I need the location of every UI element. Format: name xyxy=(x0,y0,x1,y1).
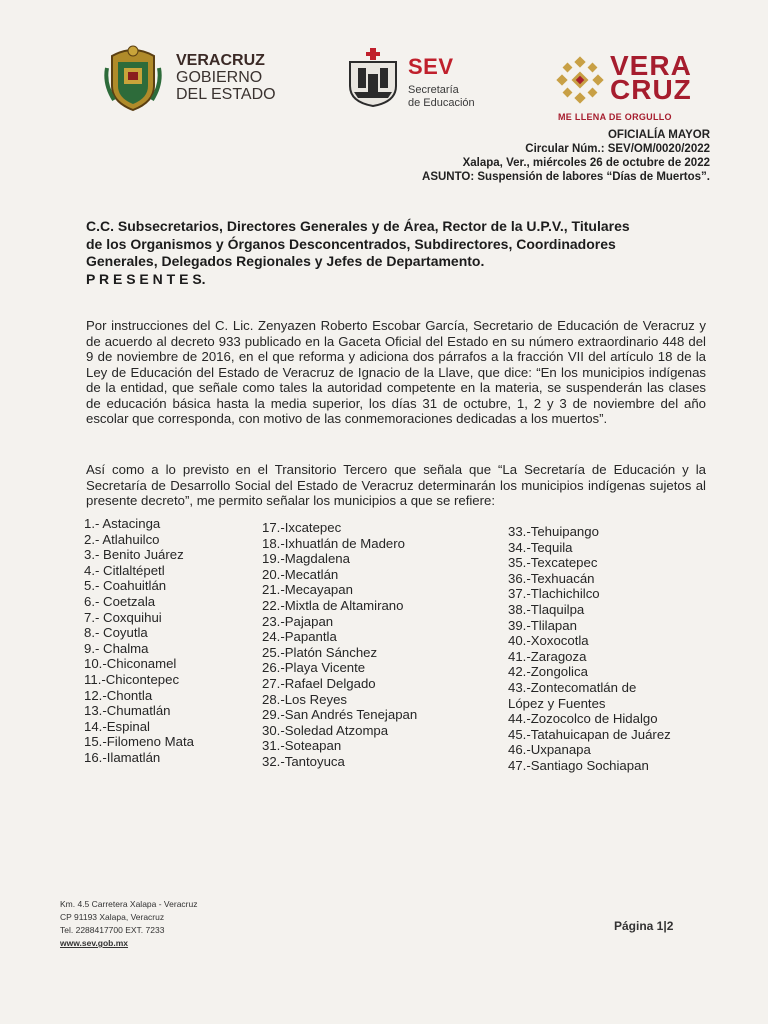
municipio-item: 12.-Chontla xyxy=(84,687,153,703)
municipio-item: 29.-San Andrés Tenejapan xyxy=(262,707,418,723)
municipio-item: 5.- Coahuitlán xyxy=(84,578,167,594)
municipio-item: 33.-Tehuipango xyxy=(508,524,599,539)
municipio-item: 14.-Espinal xyxy=(84,718,150,734)
vera-line-1: VERA xyxy=(610,50,692,81)
addressees: C.C. Subsecretarios, Directores Generales y de Área, Rector de la U.P.V., Titulares de los Organismos y Órganos Desconcentrados, Subdirectores, Coordinadores Generales, Delegados Regionales y Jefes de Departamento. xyxy=(86,218,630,269)
paragraph-2: Así como a lo previsto en el Transitorio Tercero que señala que “La Secretaría de Educación y la Secretaría de Desarrollo Social del Estado de Veracruz determinarán los municipios indígenas sujetos al presente decreto”, me permito señalar los municipios a que se refiere: xyxy=(86,462,706,508)
municipio-item: 19.-Magdalena xyxy=(262,551,350,567)
page-number: Página 1|2 xyxy=(614,919,674,933)
veracruz-brand-logo xyxy=(556,52,716,124)
municipio-item: 31.-Soteapan xyxy=(262,738,342,754)
presentes: P R E S E N T E S. xyxy=(86,270,206,287)
municipio-item: 38.-Tlaquilpa xyxy=(508,601,585,617)
municipio-item: 35.-Texcatepec xyxy=(508,555,598,571)
municipio-item: 10.-Chiconamel xyxy=(84,656,177,672)
municipio-item: 44.-Zozocolco de Hidalgo xyxy=(508,711,658,727)
municipio-item: 7.- Coxquihui xyxy=(84,609,162,625)
municipio-item: 18.-Ixhuatlán de Madero xyxy=(262,535,405,551)
place-date: Xalapa, Ver., miércoles 26 de octubre de 2022 xyxy=(462,157,710,169)
municipio-item: 30.-Soledad Atzompa xyxy=(262,722,389,738)
municipio-item: 4.- Citlaltépetl xyxy=(84,562,165,578)
municipio-item: 8.- Coyutla xyxy=(84,625,148,641)
footer-phone: Tel. 2288417700 EXT. 7233 xyxy=(60,925,165,935)
sev-sub-line-2: de Educación xyxy=(408,97,475,109)
vera-tagline: ME LLENA DE ORGULLO xyxy=(558,112,672,122)
vera-line-2: CRUZ xyxy=(610,74,692,105)
footer-address-line-1: Km. 4.5 Carretera Xalapa - Veracruz xyxy=(60,899,198,909)
municipios-column-2 xyxy=(262,520,417,770)
municipio-item: 43.-Zontecomatlán de xyxy=(508,679,637,695)
municipio-item: 42.-Zongolica xyxy=(508,664,588,680)
flower-pattern-icon xyxy=(556,56,604,104)
municipio-item: 22.-Mixtla de Altamirano xyxy=(262,597,404,613)
municipio-item: López y Fuentes xyxy=(508,695,606,711)
subject: ASUNTO: Suspensión de labores “Días de Muertos”. xyxy=(422,171,710,183)
municipio-item: 37.-Tlachichilco xyxy=(508,586,600,602)
municipio-item: 23.-Pajapan xyxy=(262,613,334,629)
municipio-item: 13.-Chumatlán xyxy=(84,703,171,719)
sev-sub-line-1: Secretaría xyxy=(408,84,459,96)
municipio-item: 25.-Platón Sánchez xyxy=(262,644,378,660)
municipios-column-1 xyxy=(84,516,194,766)
castle-icon xyxy=(344,46,402,108)
municipio-item: 17.-Ixcatepec xyxy=(262,520,342,535)
municipio-item: 28.-Los Reyes xyxy=(262,691,348,707)
paragraph-1: Por instrucciones del C. Lic. Zenyazen Roberto Escobar García, Secretario de Educación de Veracruz y de acuerdo al decreto 933 publicado en la Gaceta Oficial del Estado en su número extraordinario 448 del 9 de noviembre de 2016, en el que reforma y adiciona dos párrafos a la fracción VII del artículo 18 de la Ley de Educación del Estado de Veracruz de Ignacio de la Llave, que dice: “En los municipios indígenas de la entidad, que señale como tales la autoridad competente en la materia, se suspenderán las clases de educación básica hasta la media superior, los días 31 de octubre, 1, 2 y 3 de noviembre del año escolar que corresponda, con motivo de las conmemoraciones dedicadas a los muertos”. xyxy=(86,318,706,426)
municipio-item: 41.-Zaragoza xyxy=(508,648,587,664)
footer-website-link[interactable]: www.sev.gob.mx xyxy=(60,938,129,948)
municipios-column-3 xyxy=(508,524,671,774)
municipio-item: 36.-Texhuacán xyxy=(508,570,595,586)
municipio-item: 46.-Uxpanapa xyxy=(508,742,591,758)
gobierno-line-2: GOBIERNO xyxy=(176,69,263,86)
municipio-item: 24.-Papantla xyxy=(262,629,337,645)
municipio-item: 1.- Astacinga xyxy=(84,516,161,531)
municipio-item: 20.-Mecatlán xyxy=(262,566,339,582)
document-header-info xyxy=(422,128,710,184)
municipio-item: 6.- Coetzala xyxy=(84,593,156,609)
municipio-item: 27.-Rafael Delgado xyxy=(262,675,376,691)
gobierno-veracruz-logo xyxy=(104,42,304,112)
municipio-item: 16.-Ilamatlán xyxy=(84,749,161,765)
footer-address xyxy=(60,898,197,950)
municipio-item: 3.- Benito Juárez xyxy=(84,547,184,563)
gobierno-line-1: VERACRUZ xyxy=(176,52,265,69)
municipio-item: 39.-Tlilapan xyxy=(508,617,577,633)
municipio-item: 2.- Atlahuilco xyxy=(84,531,160,547)
municipio-item: 40.-Xoxocotla xyxy=(508,633,589,649)
municipio-item: 21.-Mecayapan xyxy=(262,582,353,598)
municipio-item: 9.- Chalma xyxy=(84,640,149,656)
municipio-item: 15.-Filomeno Mata xyxy=(84,734,194,750)
municipio-item: 26.-Playa Vicente xyxy=(262,660,366,676)
circular-number: Circular Núm.: SEV/OM/0020/2022 xyxy=(525,143,710,155)
gobierno-line-3: DEL ESTADO xyxy=(176,86,276,103)
municipio-item: 47.-Santiago Sochiapan xyxy=(508,757,649,773)
sev-logo xyxy=(344,46,494,108)
municipio-item: 32.-Tantoyuca xyxy=(262,753,345,769)
municipio-item: 45.-Tatahuicapan de Juárez xyxy=(508,726,671,742)
office-name: OFICIALÍA MAYOR xyxy=(607,129,710,141)
footer-address-line-2: CP 91193 Xalapa, Veracruz xyxy=(60,912,165,922)
coat-of-arms-icon xyxy=(104,42,162,112)
municipio-item: 34.-Tequila xyxy=(508,539,573,555)
addressees-block xyxy=(86,218,646,288)
sev-wordmark: SEV xyxy=(408,54,454,79)
municipio-item: 11.-Chicontepec xyxy=(84,671,180,687)
